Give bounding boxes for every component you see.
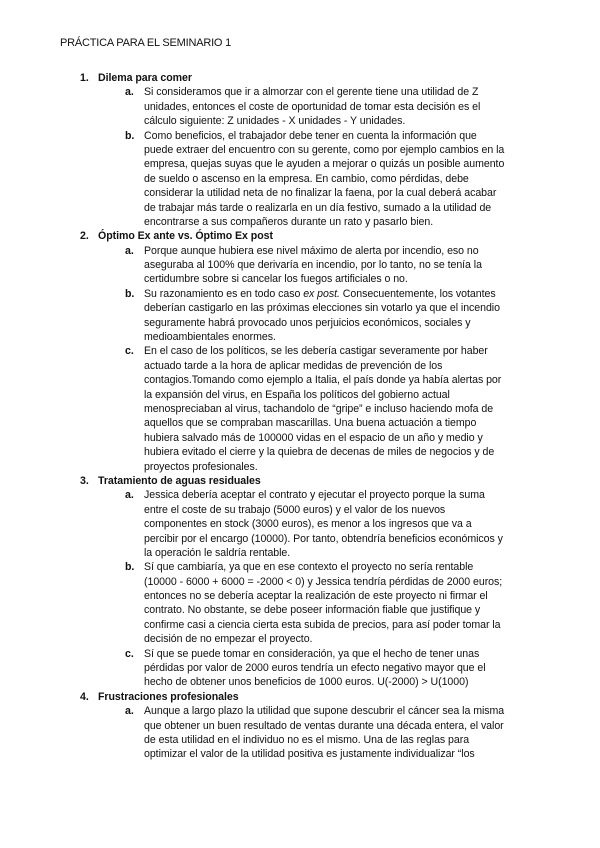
answer-text xyxy=(144,373,501,387)
answer-text xyxy=(144,560,473,574)
answer-line xyxy=(0,157,600,171)
answer-text xyxy=(144,603,480,617)
text-segment: menospreciaban al virus, tachandolo de “gripe” e incluso haciendo mofa de xyxy=(144,402,494,415)
answer-line xyxy=(0,488,600,502)
answer-line xyxy=(0,647,600,661)
item-letter: c. xyxy=(125,345,134,358)
answer-text xyxy=(144,416,476,430)
text-segment: contagios.Tomando como ejemplo a Italia, el país donde ya había alertas por xyxy=(144,374,502,387)
text-segment: hecho de obtener unos beneficios de 1000 euros. U(-2000) > U(1000) xyxy=(144,676,469,689)
answer-text xyxy=(144,647,479,661)
section-number: 1. xyxy=(80,72,89,84)
text-segment: entre el coste de su trabajo (5000 euros) y el valor de los nuevos xyxy=(144,503,446,516)
section-heading-row xyxy=(0,690,600,704)
answer-line xyxy=(0,287,600,301)
text-segment: Sí que cambiaría, ya que en ese contexto el proyecto no sería rentable xyxy=(144,561,474,574)
text-segment: cálculo siguiente: Z unidades - X unidades - Y unidades. xyxy=(144,115,406,128)
text-segment: seguramente habrá provocado unos perjuicios económicos, sociales y xyxy=(144,316,471,329)
section-number: 2. xyxy=(80,230,89,243)
answer-line xyxy=(0,445,600,459)
answer-text xyxy=(144,532,503,546)
answer-text xyxy=(144,301,500,315)
answer-text xyxy=(144,488,485,502)
text-segment: de sueldo o ascenso en la empresa. En cambio, como pérdidas, debe xyxy=(144,172,469,185)
text-segment: Consecuentemente, los votantes xyxy=(339,287,496,300)
text-segment: Jessica debería aceptar el contrato y ejecutar el proyecto porque la suma xyxy=(144,489,485,502)
answer-text xyxy=(144,258,482,272)
text-segment: Si consideramos que ir a almorzar con el gerente tiene una utilidad de Z xyxy=(144,86,479,99)
text-segment: optimizar el valor de la utilidad positiva es justamente individualizar “los xyxy=(144,748,475,761)
answer-line xyxy=(0,388,600,402)
answer-line xyxy=(0,460,600,474)
text-segment: unidades, entonces el coste de oportunidad de tomar esta decisión es el xyxy=(144,100,481,113)
answer-text xyxy=(144,517,472,531)
answer-line xyxy=(0,632,600,646)
section-heading-row xyxy=(0,229,600,243)
item-letter: a. xyxy=(125,489,134,502)
text-segment: aquellos que se compraban mascarillas. Una buena actuación a tiempo xyxy=(144,417,477,430)
text-segment: contrato. No obstante, se debe poseer información fiable que justifique y xyxy=(144,604,481,617)
answer-text xyxy=(144,129,477,143)
item-letter: b. xyxy=(125,129,135,142)
answer-line xyxy=(0,546,600,560)
text-segment: proyectos profesionales. xyxy=(144,460,258,473)
italic-text: ex post. xyxy=(303,287,340,300)
answer-line xyxy=(0,704,600,718)
answer-text xyxy=(144,272,408,286)
answer-line xyxy=(0,330,600,344)
text-segment: confirme casi a ciencia cierta esta subida de precios, para así poder tomar la xyxy=(144,618,501,631)
answer-line xyxy=(0,747,600,761)
answer-line xyxy=(0,129,600,143)
answer-text xyxy=(144,704,504,718)
answer-text xyxy=(144,402,493,416)
answer-line xyxy=(0,589,600,603)
text-segment: certidumbre sobre si cancelar los fuegos artificiales o no. xyxy=(144,273,408,286)
answer-text xyxy=(144,589,488,603)
answer-text xyxy=(144,445,494,459)
answer-line xyxy=(0,517,600,531)
answer-text xyxy=(144,546,290,560)
text-segment: hubiera salvado más de 100000 vidas en el espacio de un año y medio y xyxy=(144,431,483,444)
answer-text xyxy=(144,575,502,589)
text-segment: empresa, quejas suyas que le ayuden a mejorar o quizás un posible aumento xyxy=(144,158,505,171)
answer-line xyxy=(0,733,600,747)
answer-line xyxy=(0,186,600,200)
answer-line xyxy=(0,373,600,387)
text-segment: decisión de no empezar el proyecto. xyxy=(144,633,313,646)
answer-line xyxy=(0,532,600,546)
answer-line xyxy=(0,85,600,99)
text-segment: actuado tarde a la hora de aplicar medidas de prevención de los xyxy=(144,359,443,372)
answer-line xyxy=(0,172,600,186)
answer-line xyxy=(0,402,600,416)
answer-text xyxy=(144,388,450,402)
answer-text xyxy=(144,344,488,358)
answer-line xyxy=(0,272,600,286)
item-letter: c. xyxy=(125,647,134,660)
answer-text xyxy=(144,201,491,215)
answer-line xyxy=(0,143,600,157)
text-segment: considerar la utilidad neta de no finalizar la faena, por la cual deberá acabar xyxy=(144,187,497,200)
answer-line xyxy=(0,301,600,315)
answer-text xyxy=(144,359,442,373)
answer-line xyxy=(0,244,600,258)
text-segment: la operación le saldría rentable. xyxy=(144,546,291,559)
answer-text xyxy=(144,172,469,186)
section-heading: Frustraciones profesionales xyxy=(98,690,239,703)
answer-text xyxy=(144,431,483,445)
item-letter: a. xyxy=(125,705,134,718)
text-segment: que obtener un buen resultado de ventas durante una década entera, el valor xyxy=(144,719,504,732)
answer-line xyxy=(0,359,600,373)
answer-line xyxy=(0,100,600,114)
text-segment: pérdidas por valor de 2000 euros tendría un efecto negativo mayor que el xyxy=(144,662,486,675)
section-heading: Óptimo Ex ante vs. Óptimo Ex post xyxy=(98,230,273,243)
section-heading-row xyxy=(0,474,600,488)
answer-text xyxy=(144,85,478,99)
answer-text xyxy=(144,675,468,689)
answer-line xyxy=(0,416,600,430)
answer-text xyxy=(144,186,496,200)
text-segment: de trabajar más tarde o realizarla en un día festivo, sumado a la utilidad de xyxy=(144,201,492,214)
answer-line xyxy=(0,719,600,733)
text-segment: (10000 - 6000 + 6000 = -2000 < 0) y Jessica tendría pérdidas de 2000 euros; xyxy=(144,575,503,588)
answer-text xyxy=(144,503,445,517)
text-segment: hubiera evitado el cierre y la quiebra de decenas de miles de negocios y de xyxy=(144,446,495,459)
answer-text xyxy=(144,618,500,632)
text-segment: entonces no se debería aceptar la realización de este proyecto ni firmar el xyxy=(144,590,488,603)
text-segment: Su razonamiento es en todo caso xyxy=(144,287,304,300)
answer-line xyxy=(0,316,600,330)
text-segment: Como beneficios, el trabajador debe tener en cuenta la información que xyxy=(144,129,477,142)
text-segment: aseguraba al 100% que derivaría en incendio, por lo tanto, no se tenía la xyxy=(144,259,482,272)
text-segment: percibir por el encargo (10000). Por tanto, obtendría beneficios económicos y xyxy=(144,532,503,545)
document-title: PRÁCTICA PARA EL SEMINARIO 1 xyxy=(60,37,232,49)
item-letter: a. xyxy=(125,244,134,257)
answer-text xyxy=(144,330,276,344)
answer-line xyxy=(0,344,600,358)
answer-text xyxy=(144,632,312,646)
document-body xyxy=(0,71,600,762)
answer-line xyxy=(0,603,600,617)
answer-line xyxy=(0,618,600,632)
text-segment: En el caso de los políticos, se les debería castigar severamente por haber xyxy=(144,345,488,358)
answer-text xyxy=(144,661,486,675)
text-segment: componentes en stock (3000 euros), es menor a los ingresos que va a xyxy=(144,518,472,531)
text-segment: Aunque a largo plazo la utilidad que supone descubrir el cáncer sea la misma xyxy=(144,705,505,718)
answer-line xyxy=(0,114,600,128)
answer-line xyxy=(0,503,600,517)
answer-text xyxy=(144,114,405,128)
item-letter: b. xyxy=(125,287,135,300)
text-segment: medioambientales enormes. xyxy=(144,331,276,344)
answer-line xyxy=(0,201,600,215)
text-segment: puede extraer del encuentro con su gerente, como por ejemplo cambios en la xyxy=(144,143,505,156)
item-letter: b. xyxy=(125,561,135,574)
answer-line xyxy=(0,431,600,445)
item-letter: a. xyxy=(125,86,134,99)
answer-text xyxy=(144,719,504,733)
section-heading: Tratamiento de aguas residuales xyxy=(98,474,261,487)
text-segment: la expansión del virus, en España los políticos del gobierno actual xyxy=(144,388,450,401)
text-segment: Sí que se puede tomar en consideración, ya que el hecho de tener unas xyxy=(144,647,480,660)
answer-line xyxy=(0,560,600,574)
answer-text xyxy=(144,215,433,229)
text-segment: de esta utilidad en el individuo no es el mismo. Una de las reglas para xyxy=(144,733,470,746)
answer-text xyxy=(144,460,258,474)
answer-text xyxy=(144,157,504,171)
section-number: 4. xyxy=(80,690,89,703)
answer-line xyxy=(0,661,600,675)
section-heading-row xyxy=(0,71,600,85)
answer-text xyxy=(144,100,480,114)
answer-text xyxy=(144,244,479,258)
answer-text xyxy=(144,287,496,301)
text-segment: encontrarse a sus compañeros durante un rato y pasarlo bien. xyxy=(144,215,434,228)
text-segment: deberían castigarlo en las próximas elecciones sin votarlo ya que el incendio xyxy=(144,302,500,315)
section-heading: Dilema para comer xyxy=(98,72,192,84)
answer-text xyxy=(144,143,504,157)
answer-line xyxy=(0,675,600,689)
answer-text xyxy=(144,316,470,330)
answer-text xyxy=(144,733,469,747)
answer-text xyxy=(144,747,475,761)
section-number: 3. xyxy=(80,474,89,487)
answer-line xyxy=(0,215,600,229)
answer-line xyxy=(0,258,600,272)
text-segment: Porque aunque hubiera ese nivel máximo de alerta por incendio, eso no xyxy=(144,244,479,257)
answer-line xyxy=(0,575,600,589)
